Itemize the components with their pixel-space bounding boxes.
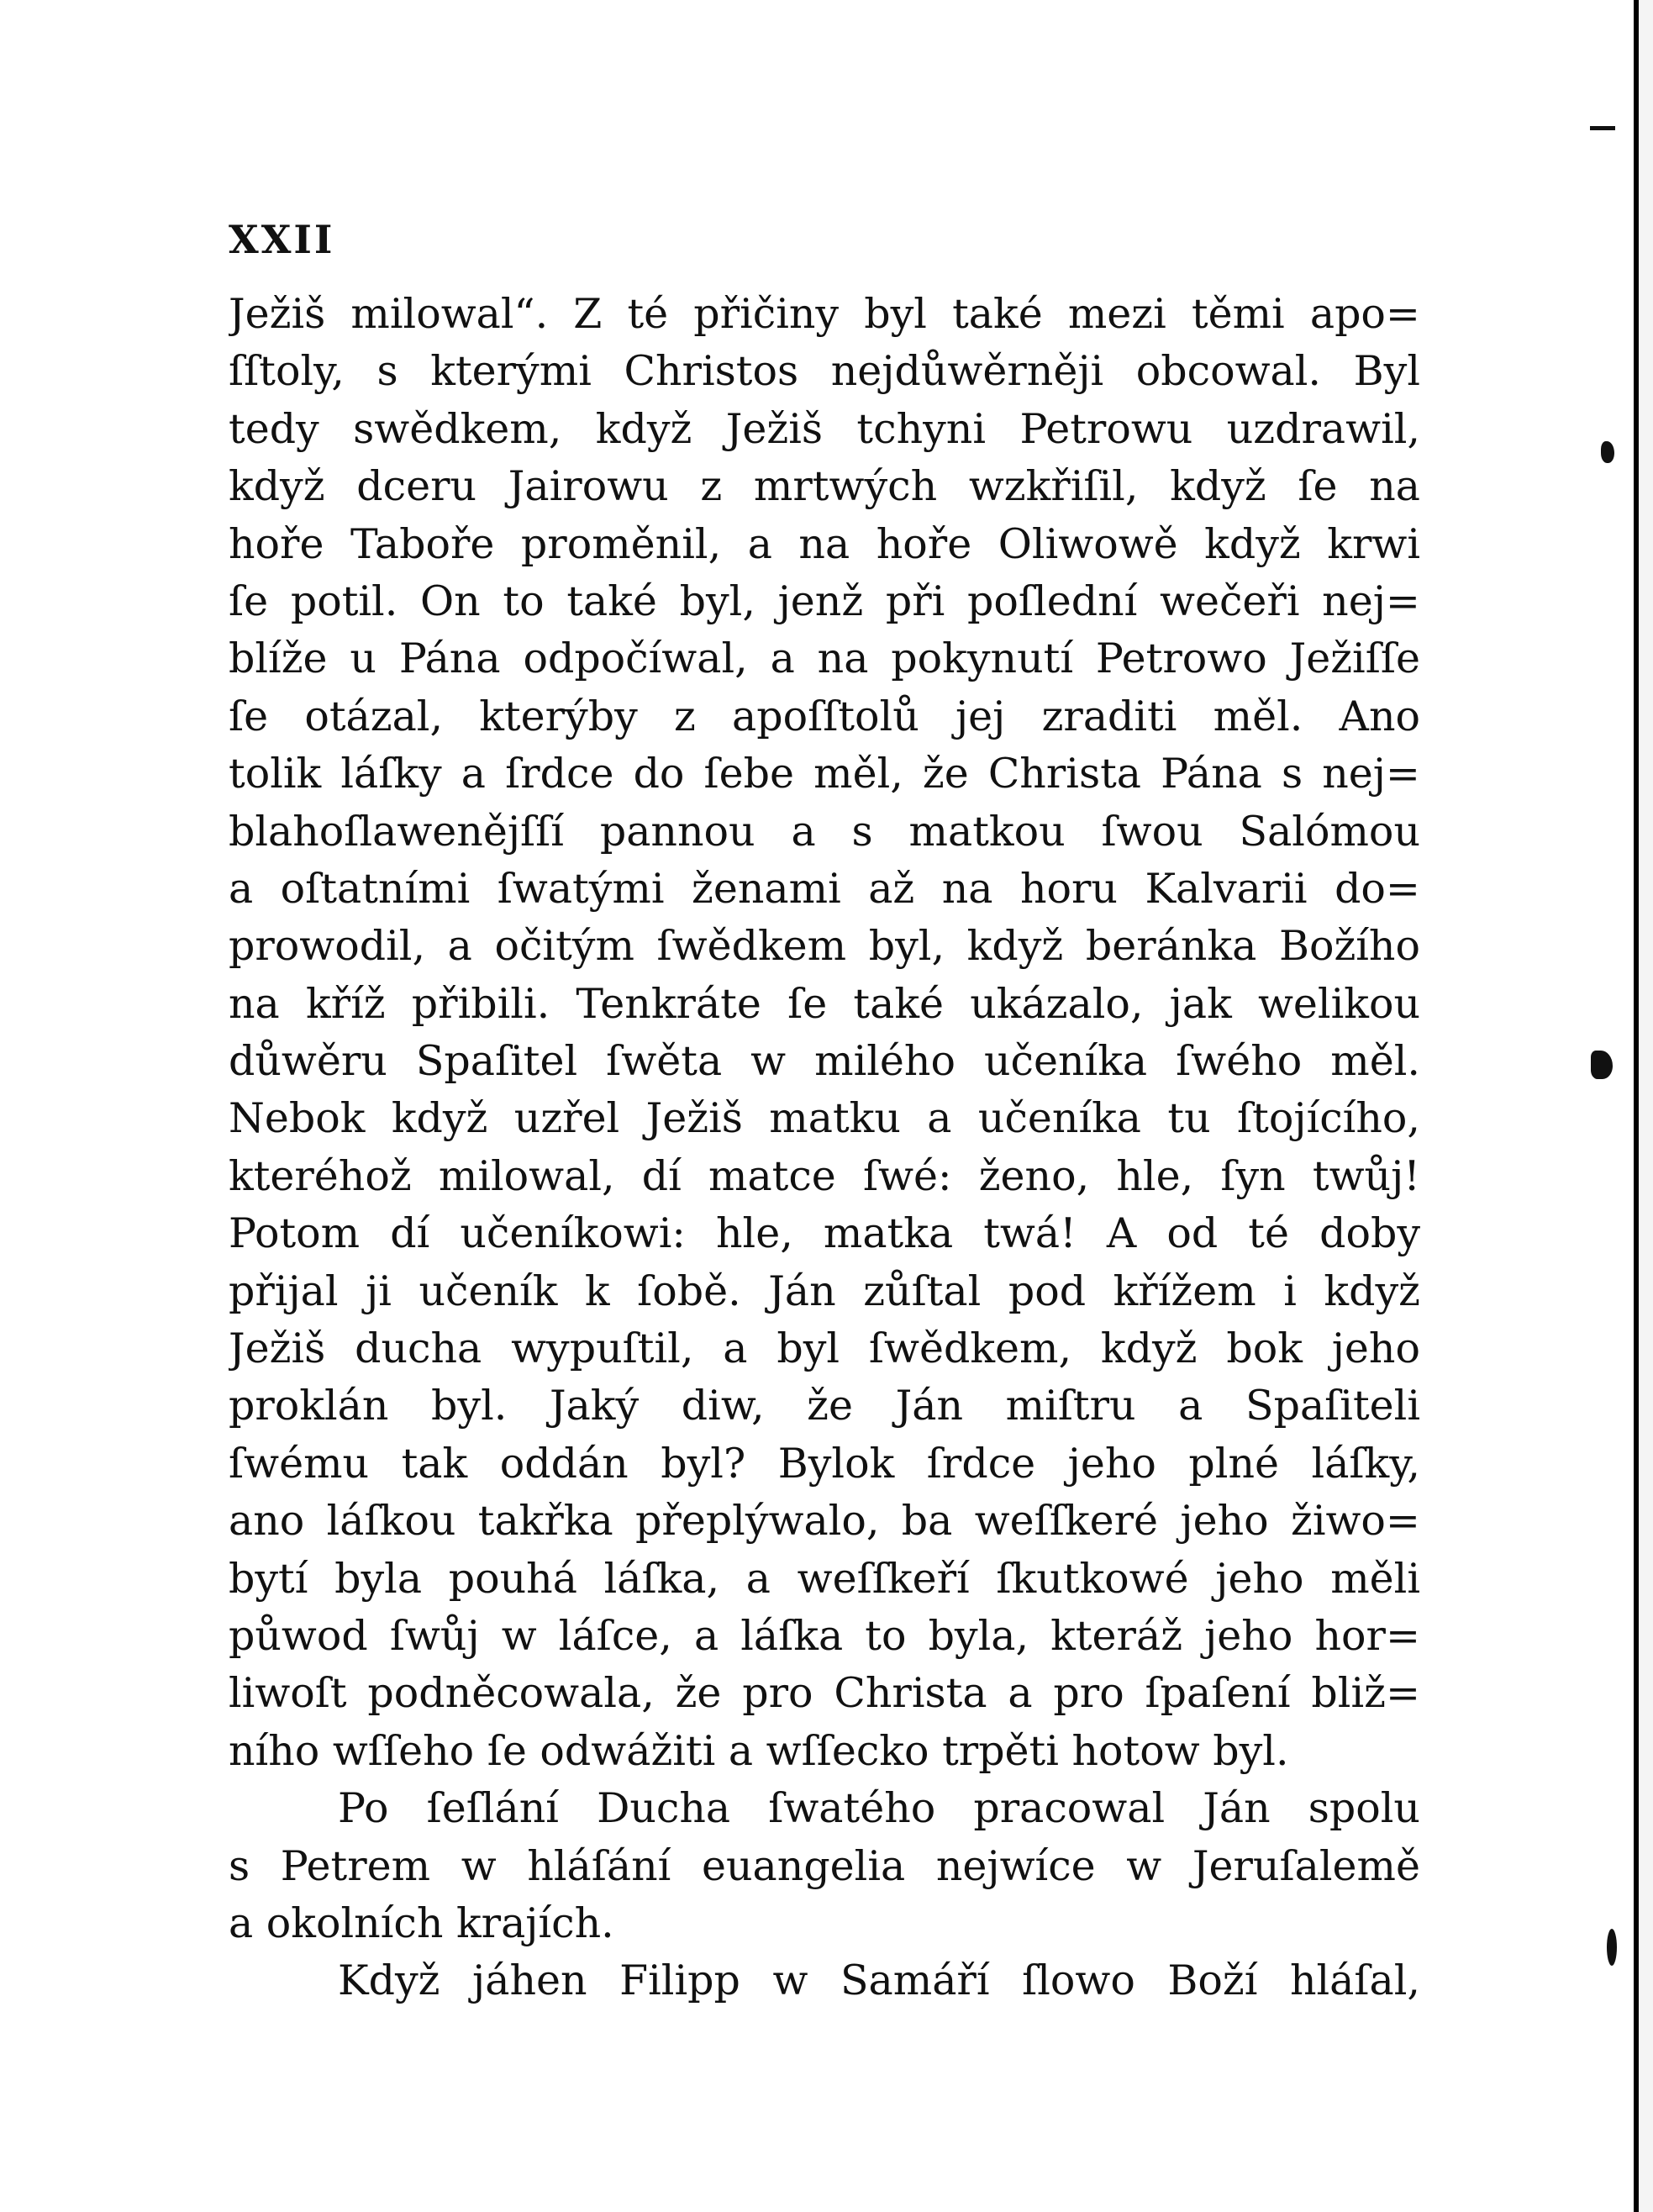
text-line: ſe otázal, kterýby z apoſſtolů jej zraditi měl. Ano xyxy=(229,692,1420,740)
scan-mark xyxy=(1607,1929,1617,1966)
text-line: Nebok když uzřel Ježiš matku a učeníka tu ſtojícího, xyxy=(229,1094,1420,1143)
text-line: ano láſkou takřka přeplýwalo, ba weſſkeré jeho žiwo= xyxy=(229,1497,1420,1546)
text-line: na kříž přibili. Tenkráte ſe také ukázalo, jak welikou xyxy=(229,979,1420,1028)
text-line: proklán byl. Jaký diw, že Ján miſtru a Spaſiteli xyxy=(229,1382,1420,1430)
text-line: s Petrem w hláſání euangelia nejwíce w Jeruſalemě xyxy=(229,1841,1420,1890)
text-line: když dceru Jairowu z mrtwých wzkřiſil, když ſe na xyxy=(229,462,1420,511)
text-line: hoře Taboře proměnil, a na hoře Oliwowě když krwi xyxy=(229,519,1420,568)
text-line: půwod ſwůj w láſce, a láſka to byla, kteráž jeho hor= xyxy=(229,1611,1420,1660)
page-edge xyxy=(1639,0,1653,2212)
text-line: tolik láſky a ſrdce do ſebe měl, že Christa Pána s nej= xyxy=(229,750,1420,798)
text-line: ſwému tak oddán byl? Bylok ſrdce jeho plné láſky, xyxy=(229,1439,1420,1488)
text-line: prowodil, a očitým ſwědkem byl, když beránka Božího xyxy=(229,922,1420,971)
text-line: důwěru Spaſitel ſwěta w milého učeníka ſwého měl. xyxy=(229,1037,1420,1086)
text-line: a oſtatními ſwatými ženami až na horu Kalvarii do= xyxy=(229,864,1420,913)
text-line: Ježiš milowal“. Z té přičiny byl také mezi těmi apo= xyxy=(229,290,1420,338)
text-line: ſe potil. On to také byl, jenž při poſlední wečeři nej= xyxy=(229,577,1420,625)
text-line: Potom dí učeníkowi: hle, matka twá! A od té doby xyxy=(229,1209,1420,1258)
text-line: liwoſt podněcowala, že pro Christa a pro ſpaſení bliž= xyxy=(229,1669,1420,1718)
text-line: ního wſſeho ſe odwážiti a wſſecko trpěti hotow byl. xyxy=(229,1726,1289,1775)
text-line: Po ſeſlání Ducha ſwatého pracowal Ján spolu xyxy=(338,1784,1420,1833)
scan-mark xyxy=(1591,1051,1613,1079)
text-line: a okolních krajích. xyxy=(229,1899,614,1947)
text-line: přijal ji učeník k ſobě. Ján zůſtal pod křížem i když xyxy=(229,1267,1420,1315)
body-text xyxy=(229,286,1420,2010)
text-line: blahoſlawenějſſí pannou a s matkou ſwou Salómou xyxy=(229,807,1420,856)
text-line: blíže u Pána odpočíwal, a na pokynutí Petrowo Ježiſſe xyxy=(229,635,1420,683)
text-line: Když jáhen Filipp w Samáří ſlowo Boží hláſal, xyxy=(338,1957,1420,2005)
page-number: XXII xyxy=(229,217,335,262)
text-line: kteréhož milowal, dí matce ſwé: ženo, hle, ſyn twůj! xyxy=(229,1151,1420,1200)
text-line: bytí byla pouhá láſka, a weſſkeří ſkutkowé jeho měli xyxy=(229,1554,1420,1603)
scan-mark xyxy=(1601,441,1614,463)
text-line: Ježiš ducha wypuſtil, a byl ſwědkem, když bok jeho xyxy=(229,1325,1420,1373)
text-line: tedy swědkem, když Ježiš tchyni Petrowu uzdrawil, xyxy=(229,404,1420,453)
text-line: ſſtoly, s kterými Christos nejdůwěrněji obcowal. Byl xyxy=(229,347,1420,396)
scan-mark xyxy=(1590,126,1615,130)
